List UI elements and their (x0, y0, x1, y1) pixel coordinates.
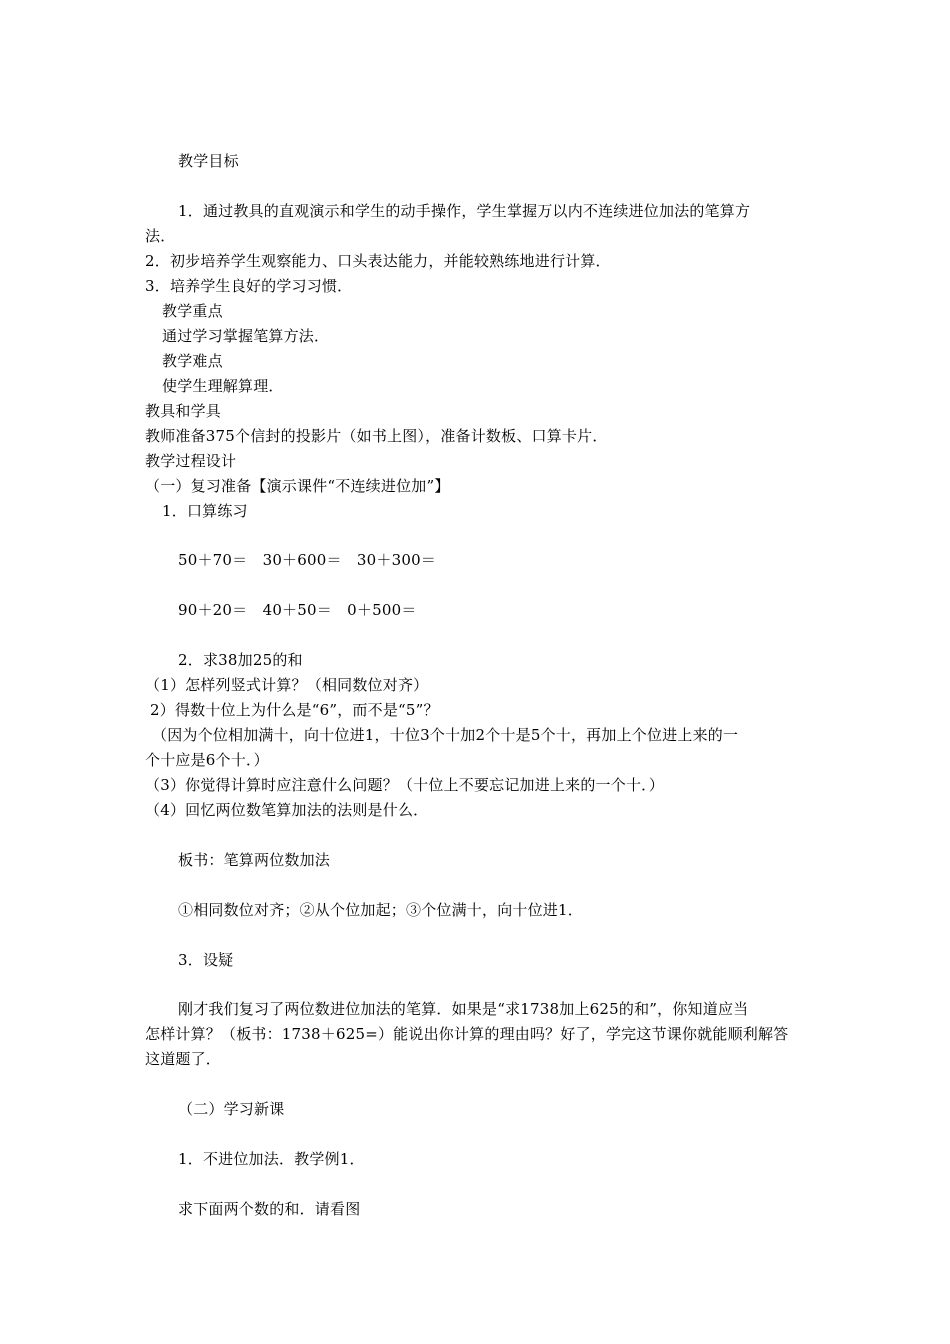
heading-tools: 教具和学具 (145, 402, 222, 420)
question-2-answer-line-1: （因为个位相加满十，向十位进1，十位3个十加2个十是5个十，再加上个位进上来的一 (152, 726, 739, 744)
heading-difficulty: 教学难点 (162, 352, 223, 370)
difficulty: 使学生理解算理． (162, 377, 284, 395)
heading-teaching-goals: 教学目标 (178, 152, 239, 170)
question-2: 2）得数十位上为什么是“6”，而不是“5”？ (150, 701, 439, 719)
tools: 教师准备375个信封的投影片（如书上图），准备计数板、口算卡片． (145, 427, 608, 445)
item-sum: 2．求38加25的和 (178, 651, 303, 669)
goal-3: 3．培养学生良好的学习习惯． (145, 277, 353, 295)
heading-process: 教学过程设计 (145, 452, 237, 470)
paragraph-line-2: 怎样计算？（板书：1738＋625=）能说出你计算的理由吗？好了，学完这节课你就能顺利解答 (145, 1025, 789, 1043)
goal-1-line-2: 法． (145, 227, 176, 245)
goal-2: 2．初步培养学生观察能力、口头表达能力，并能较熟练地进行计算． (145, 252, 611, 270)
paragraph-line-1: 刚才我们复习了两位数进位加法的笔算．如果是“求1738加上625的和”，你知道应当 (178, 1000, 749, 1018)
oral-row-1: 50＋70＝ 30＋600＝ 30＋300＝ (178, 551, 437, 569)
item-oral-practice: 1．口算练习 (162, 502, 248, 520)
item-doubt: 3．设疑 (178, 951, 234, 969)
item-no-carry-addition: 1．不进位加法．教学例1． (178, 1150, 365, 1168)
section-review: （一）复习准备【演示课件“不连续进位加”】 (145, 477, 450, 495)
question-4: （4）回忆两位数笔算加法的法则是什么． (145, 801, 429, 819)
item-see-figure: 求下面两个数的和．请看图 (178, 1200, 361, 1218)
board-note: 板书：笔算两位数加法 (178, 851, 331, 869)
heading-key-point: 教学重点 (162, 302, 223, 320)
question-1: （1）怎样列竖式计算？（相同数位对齐） (145, 676, 429, 694)
section-new-lesson: （二）学习新课 (178, 1100, 285, 1118)
question-3: （3）你觉得计算时应注意什么问题？（十位上不要忘记加进上来的一个十．） (145, 776, 665, 794)
addition-rules: ①相同数位对齐；②从个位加起；③个位满十，向十位进1． (178, 901, 583, 919)
oral-row-2: 90＋20＝ 40＋50＝ 0＋500＝ (178, 601, 417, 619)
goal-1-line-1: 1．通过教具的直观演示和学生的动手操作，学生掌握万以内不连续进位加法的笔算方 (178, 202, 751, 220)
paragraph-line-3: 这道题了． (145, 1050, 222, 1068)
key-point: 通过学习掌握笔算方法． (162, 327, 330, 345)
question-2-answer-line-2: 个十应是6个十．） (145, 751, 269, 769)
